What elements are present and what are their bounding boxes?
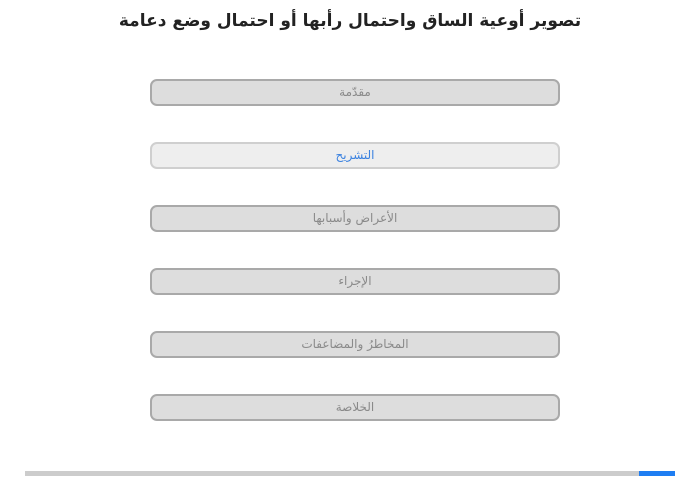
menu-item-procedure[interactable]: الإجراء: [150, 268, 560, 295]
menu-item-symptoms-causes[interactable]: الأعراض وأسبابها: [150, 205, 560, 232]
progress-bar-fill: [639, 471, 675, 476]
menu-item-summary[interactable]: الخلاصة: [150, 394, 560, 421]
menu-item-introduction[interactable]: مقدّمة: [150, 79, 560, 106]
page-title: تصوير أوعية الساق واحتمال رأبها أو احتمال وضع دعامة: [118, 11, 582, 31]
section-menu: [150, 79, 560, 457]
menu-item-anatomy[interactable]: التشريح: [150, 142, 560, 169]
progress-bar: [25, 471, 675, 476]
menu-item-risks-complications[interactable]: المخاطرُ والمضاعفات: [150, 331, 560, 358]
